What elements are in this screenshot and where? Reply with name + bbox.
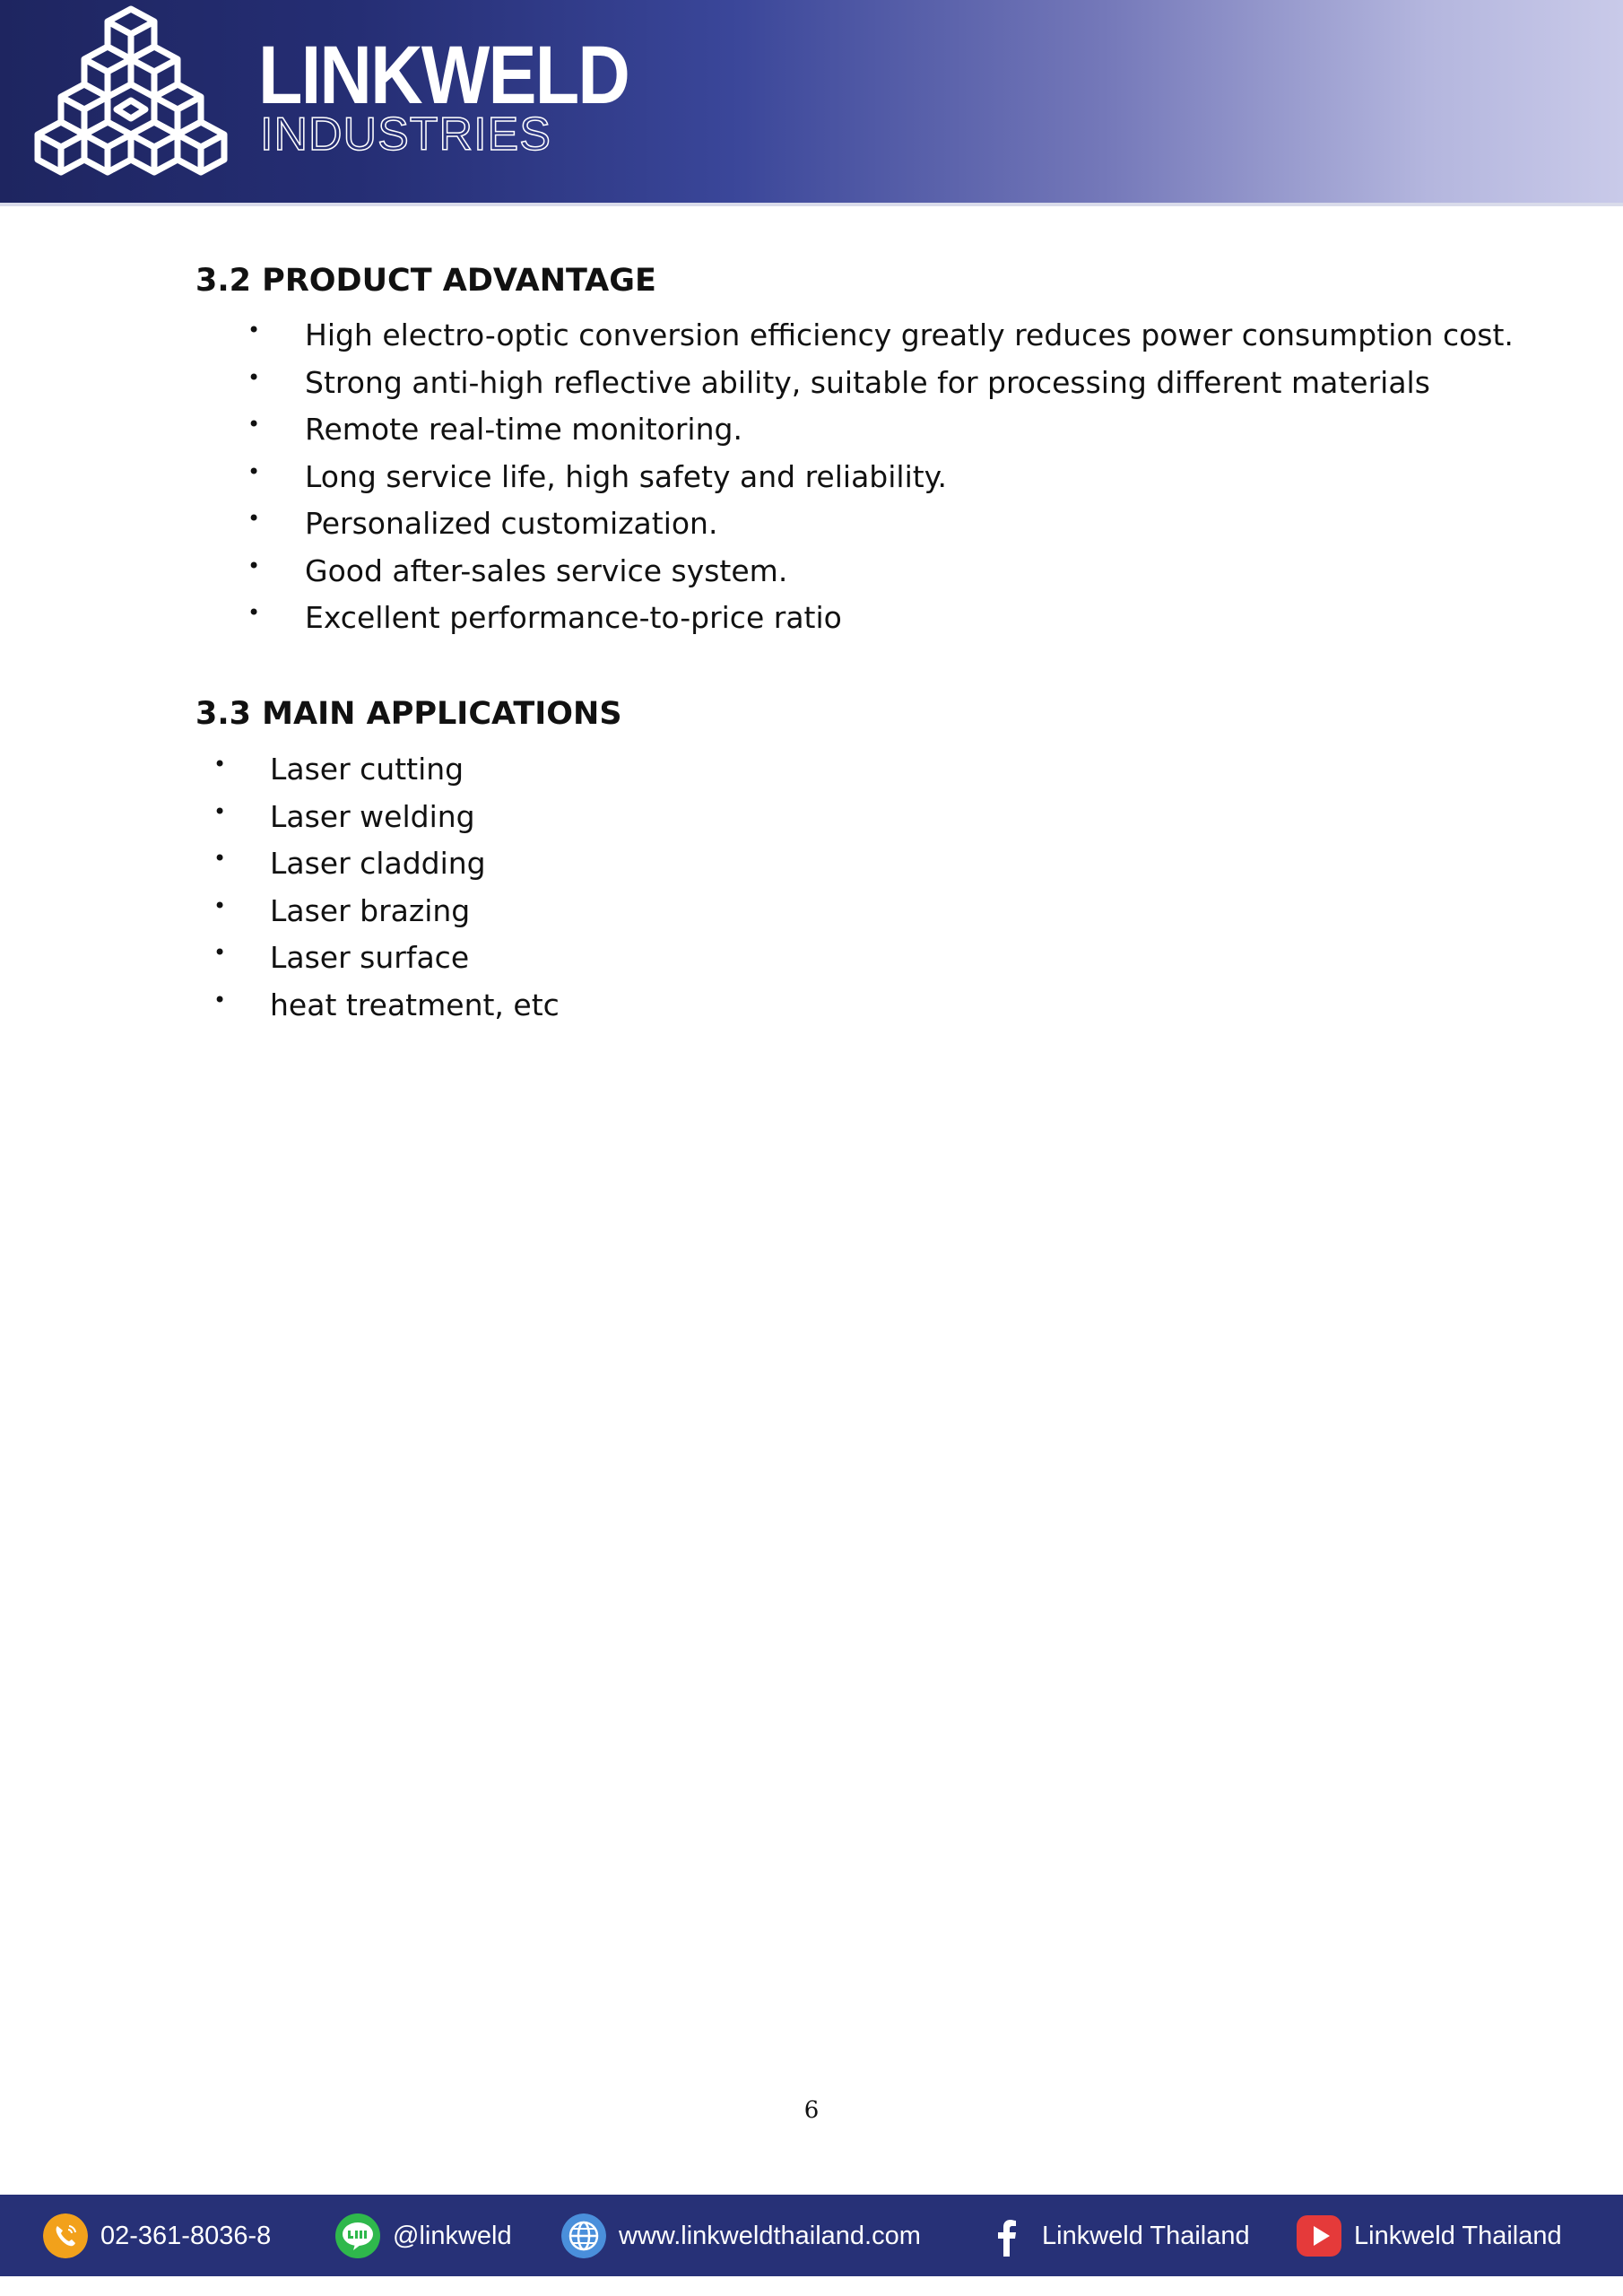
page-number: 6 (803, 2097, 820, 2124)
list-item-text: Long service life, high safety and reliability. (305, 458, 947, 494)
list-item (247, 595, 1514, 642)
list-item-text: Good after-sales service system. (305, 552, 788, 588)
footer-youtube[interactable] (1297, 2213, 1562, 2259)
youtube-channel-name: Linkweld Thailand (1354, 2221, 1562, 2250)
bullet-icon: • (213, 940, 227, 965)
footer-line[interactable] (335, 2213, 512, 2259)
bullet-icon: • (247, 458, 261, 484)
brand-subtitle: INDUSTRIES (260, 109, 551, 161)
bullet-icon: • (247, 600, 261, 625)
list-item (213, 888, 560, 935)
section-heading-main-applications: 3.3 MAIN APPLICATIONS (195, 696, 622, 732)
linkweld-logo-mark (23, 4, 239, 192)
header-banner (0, 0, 1623, 204)
line-handle: @linkweld (393, 2221, 512, 2250)
bullet-icon: • (247, 317, 261, 343)
list-item-text: Laser welding (270, 798, 475, 834)
youtube-icon (1297, 2213, 1341, 2258)
bullet-icon: • (213, 892, 227, 918)
phone-icon (43, 2213, 88, 2258)
bullet-icon: • (213, 798, 227, 824)
list-item (247, 312, 1514, 360)
phone-number: 02-361-8036-8 (100, 2221, 272, 2250)
facebook-icon (985, 2213, 1029, 2258)
bullet-icon: • (247, 364, 261, 390)
bullet-icon: • (247, 552, 261, 578)
list-item-text: Laser cutting (270, 752, 464, 787)
brand-name: LINKWELD (258, 30, 629, 121)
list-item-text: Laser cladding (270, 846, 486, 881)
list-item-text: Laser surface (270, 940, 470, 975)
globe-icon (561, 2213, 606, 2258)
bullet-icon: • (247, 506, 261, 531)
header-divider (0, 203, 1623, 206)
section-heading-product-advantage: 3.2 PRODUCT ADVANTAGE (195, 263, 656, 299)
list-item-text: Strong anti-high reflective ability, suitable for processing different materials (305, 364, 1430, 400)
footer-facebook[interactable] (985, 2213, 1250, 2259)
bullet-icon: • (213, 846, 227, 871)
list-item (213, 794, 560, 841)
list-item (247, 454, 1514, 501)
list-item (247, 500, 1514, 548)
website-url: www.linkweldthailand.com (619, 2221, 921, 2250)
list-item (213, 982, 560, 1030)
list-item-text: Personalized customization. (305, 506, 718, 541)
facebook-page-name: Linkweld Thailand (1042, 2221, 1250, 2250)
bullet-icon: • (213, 987, 227, 1013)
list-item (247, 406, 1514, 454)
main-applications-list (213, 746, 560, 1029)
list-item (213, 746, 560, 794)
list-item-text: heat treatment, etc (270, 987, 560, 1022)
line-icon (335, 2213, 380, 2258)
product-advantage-list (247, 312, 1514, 642)
list-item (213, 935, 560, 982)
footer-website[interactable] (561, 2213, 921, 2259)
bullet-icon: • (247, 412, 261, 437)
footer-phone[interactable] (43, 2213, 271, 2259)
footer-contact-bar (0, 2195, 1623, 2276)
list-item (247, 548, 1514, 596)
list-item-text: High electro-optic conversion efficiency greatly reduces power consumption cost. (305, 317, 1514, 352)
list-item-text: Remote real-time monitoring. (305, 412, 742, 447)
list-item-text: Excellent performance-to-price ratio (305, 600, 842, 635)
list-item (247, 360, 1514, 407)
bullet-icon: • (213, 752, 227, 777)
list-item (213, 840, 560, 888)
list-item-text: Laser brazing (270, 892, 471, 928)
